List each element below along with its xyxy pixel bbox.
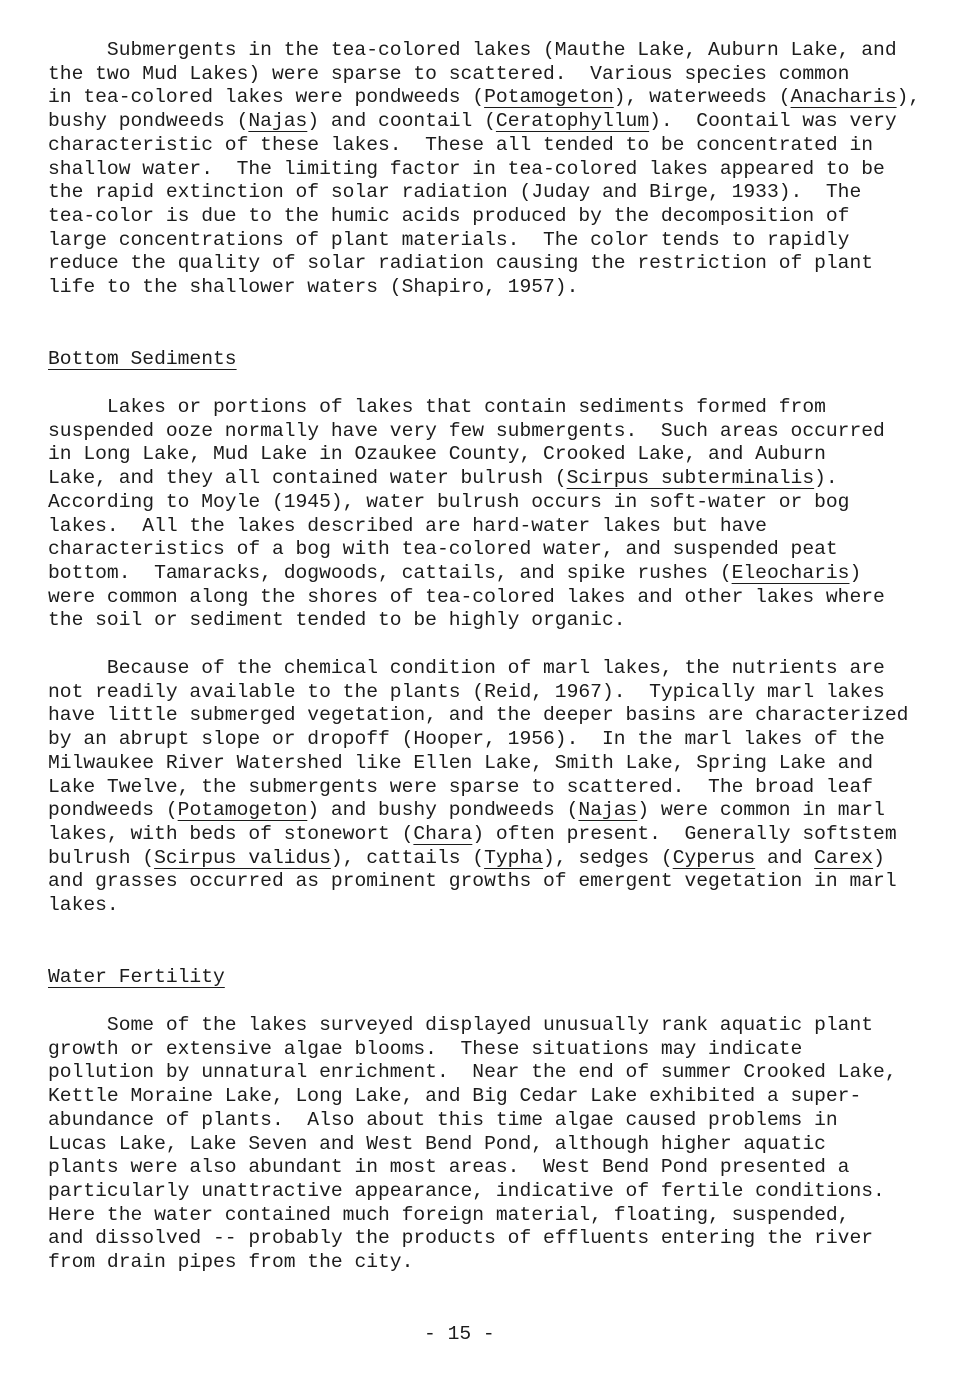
underlined-term: Scirpus validus bbox=[154, 846, 331, 869]
text-run: characteristic of these lakes. These all tended to be concentrated in bbox=[48, 133, 874, 156]
text-line bbox=[48, 752, 908, 776]
underlined-term: Carex bbox=[814, 846, 874, 869]
text-line bbox=[48, 86, 920, 110]
text-line bbox=[48, 467, 885, 491]
paragraph-tea-colored-lakes bbox=[48, 39, 920, 300]
text-line bbox=[48, 63, 920, 87]
text-line bbox=[48, 158, 920, 182]
text-line bbox=[48, 181, 920, 205]
text-line bbox=[48, 39, 920, 63]
text-run: Lake Twelve, the submergents were sparse to scattered. The broad leaf bbox=[48, 775, 874, 798]
text-run: ) and coontail ( bbox=[307, 110, 496, 133]
text-line bbox=[48, 110, 920, 134]
page-number: - 15 - bbox=[424, 1323, 495, 1345]
text-run: bulrush ( bbox=[48, 846, 155, 869]
text-run: life to the shallower waters (Shapiro, 1957). bbox=[48, 276, 579, 299]
text-run: the soil or sediment tended to be highly organic. bbox=[48, 609, 626, 632]
text-run: pollution by unnatural enrichment. Near the end of summer Crooked Lake, bbox=[48, 1061, 897, 1084]
text-line bbox=[48, 1227, 897, 1251]
text-run: not readily available to the plants (Reid, 1967). Typically marl lakes bbox=[48, 680, 885, 703]
text-run: particularly unattractive appearance, indicative of fertile conditions. bbox=[48, 1180, 885, 1203]
text-run: ), waterweeds ( bbox=[613, 86, 791, 109]
text-line bbox=[48, 799, 908, 823]
text-run: suspended ooze normally have very few submergents. Such areas occurred bbox=[48, 419, 885, 442]
text-line bbox=[48, 728, 908, 752]
text-run: reduce the quality of solar radiation causing the restriction of plant bbox=[48, 252, 874, 275]
paragraph-water-fertility bbox=[48, 1014, 897, 1275]
text-line bbox=[48, 823, 908, 847]
text-line bbox=[48, 538, 885, 562]
text-run: large concentrations of plant materials. The color tends to rapidly bbox=[48, 228, 850, 251]
text-line bbox=[48, 562, 885, 586]
section-heading-bottom-sediments: Bottom Sediments bbox=[48, 348, 237, 370]
text-run: ) and bushy pondweeds ( bbox=[307, 799, 579, 822]
text-run: ) often present. Generally softstem bbox=[472, 823, 897, 846]
text-run: growth or extensive algae blooms. These situations may indicate bbox=[48, 1037, 803, 1060]
text-line bbox=[48, 420, 885, 444]
text-line bbox=[48, 609, 885, 633]
text-run: lakes, with beds of stonewort ( bbox=[48, 823, 414, 846]
text-line bbox=[48, 1251, 897, 1275]
text-run: the two Mud Lakes) were sparse to scattered. Various species common bbox=[48, 62, 850, 85]
text-line bbox=[48, 134, 920, 158]
text-line bbox=[48, 870, 908, 894]
text-run: ) bbox=[849, 562, 862, 585]
text-run: lakes. All the lakes described are hard-water lakes but have bbox=[48, 514, 767, 537]
text-line bbox=[48, 1180, 897, 1204]
text-run: from drain pipes from the city. bbox=[48, 1251, 414, 1274]
text-run: tea-color is due to the humic acids produced by the decomposition of bbox=[48, 205, 850, 228]
underlined-term: Najas bbox=[248, 110, 308, 133]
underlined-term: Cyperus bbox=[672, 846, 756, 869]
text-line bbox=[48, 1204, 897, 1228]
text-line bbox=[48, 229, 920, 253]
text-line bbox=[48, 776, 908, 800]
text-line bbox=[48, 1038, 897, 1062]
text-run: in tea-colored lakes were pondweeds ( bbox=[48, 86, 485, 109]
text-run: ) were common in marl bbox=[637, 799, 885, 822]
text-run: Lucas Lake, Lake Seven and West Bend Pond, although higher aquatic bbox=[48, 1132, 826, 1155]
text-line bbox=[48, 491, 885, 515]
text-line bbox=[48, 1133, 897, 1157]
text-run: and grasses occurred as prominent growths of emergent vegetation in marl bbox=[48, 870, 897, 893]
text-line bbox=[48, 205, 920, 229]
text-line bbox=[48, 681, 908, 705]
text-run: the rapid extinction of solar radiation (Juday and Birge, 1933). The bbox=[48, 181, 862, 204]
underlined-term: Eleocharis bbox=[731, 562, 850, 585]
paragraph-marl-lakes bbox=[48, 657, 908, 918]
text-run: characteristics of a bog with tea-colored water, and suspended peat bbox=[48, 538, 838, 561]
text-run: bottom. Tamaracks, dogwoods, cattails, and spike rushes ( bbox=[48, 562, 732, 585]
text-line bbox=[48, 1085, 897, 1109]
text-run: shallow water. The limiting factor in tea-colored lakes appeared to be bbox=[48, 157, 885, 180]
text-line bbox=[48, 657, 908, 681]
text-run: by an abrupt slope or dropoff (Hooper, 1956). In the marl lakes of the bbox=[48, 728, 885, 751]
text-run: According to Moyle (1945), water bulrush occurs in soft-water or bog bbox=[48, 490, 850, 513]
text-line bbox=[48, 894, 908, 918]
text-run: Lakes or portions of lakes that contain sediments formed from bbox=[106, 396, 826, 418]
section-heading-water-fertility: Water Fertility bbox=[48, 966, 225, 988]
text-run: Kettle Moraine Lake, Long Lake, and Big Cedar Lake exhibited a super- bbox=[48, 1085, 862, 1108]
text-line bbox=[48, 704, 908, 728]
text-run: bushy pondweeds ( bbox=[48, 110, 249, 133]
text-line bbox=[48, 1156, 897, 1180]
text-line bbox=[48, 847, 908, 871]
paragraph-sediments-ooze bbox=[48, 396, 885, 633]
underlined-term: Chara bbox=[413, 823, 473, 846]
text-line bbox=[48, 1109, 897, 1133]
text-run: ), cattails ( bbox=[330, 846, 485, 869]
text-line bbox=[48, 443, 885, 467]
text-run: abundance of plants. Also about this time algae caused problems in bbox=[48, 1108, 838, 1131]
text-run: Milwaukee River Watershed like Ellen Lake, Smith Lake, Spring Lake and bbox=[48, 751, 874, 774]
text-run: Some of the lakes surveyed displayed unusually rank aquatic plant bbox=[106, 1014, 874, 1036]
underlined-term: Najas bbox=[578, 799, 638, 822]
text-run: Here the water contained much foreign material, floating, suspended, bbox=[48, 1203, 850, 1226]
text-run: in Long Lake, Mud Lake in Ozaukee County, Crooked Lake, and Auburn bbox=[48, 443, 826, 466]
text-run: ). Coontail was very bbox=[649, 110, 897, 133]
text-line bbox=[48, 515, 885, 539]
underlined-term: Potamogeton bbox=[177, 799, 308, 822]
text-run: and bbox=[755, 846, 815, 869]
text-run: Because of the chemical condition of marl lakes, the nutrients are bbox=[106, 657, 885, 679]
text-line bbox=[48, 276, 920, 300]
text-run: ), sedges ( bbox=[543, 846, 673, 869]
underlined-term: Anacharis bbox=[790, 86, 897, 109]
underlined-term: Scirpus subterminalis bbox=[566, 467, 815, 490]
text-run: ), bbox=[896, 86, 921, 109]
underlined-term: Typha bbox=[484, 846, 544, 869]
underlined-term: Ceratophyllum bbox=[495, 110, 650, 133]
underlined-term: Potamogeton bbox=[484, 86, 614, 109]
text-run: have little submerged vegetation, and the deeper basins are characterized bbox=[48, 704, 909, 727]
text-run: were common along the shores of tea-colored lakes and other lakes where bbox=[48, 585, 885, 608]
text-line bbox=[48, 586, 885, 610]
text-run: pondweeds ( bbox=[48, 799, 178, 822]
text-run: plants were also abundant in most areas. West Bend Pond presented a bbox=[48, 1156, 850, 1179]
text-line bbox=[48, 1061, 897, 1085]
text-run: lakes. bbox=[48, 894, 119, 917]
text-run: Lake, and they all contained water bulrush ( bbox=[48, 467, 567, 490]
text-line bbox=[48, 396, 885, 420]
text-run: ). bbox=[814, 467, 838, 490]
text-line bbox=[48, 252, 920, 276]
text-line bbox=[48, 1014, 897, 1038]
text-run: ) bbox=[873, 846, 885, 869]
text-run: Submergents in the tea-colored lakes (Mauthe Lake, Auburn Lake, and bbox=[106, 39, 897, 61]
text-run: and dissolved -- probably the products of effluents entering the river bbox=[48, 1227, 874, 1250]
